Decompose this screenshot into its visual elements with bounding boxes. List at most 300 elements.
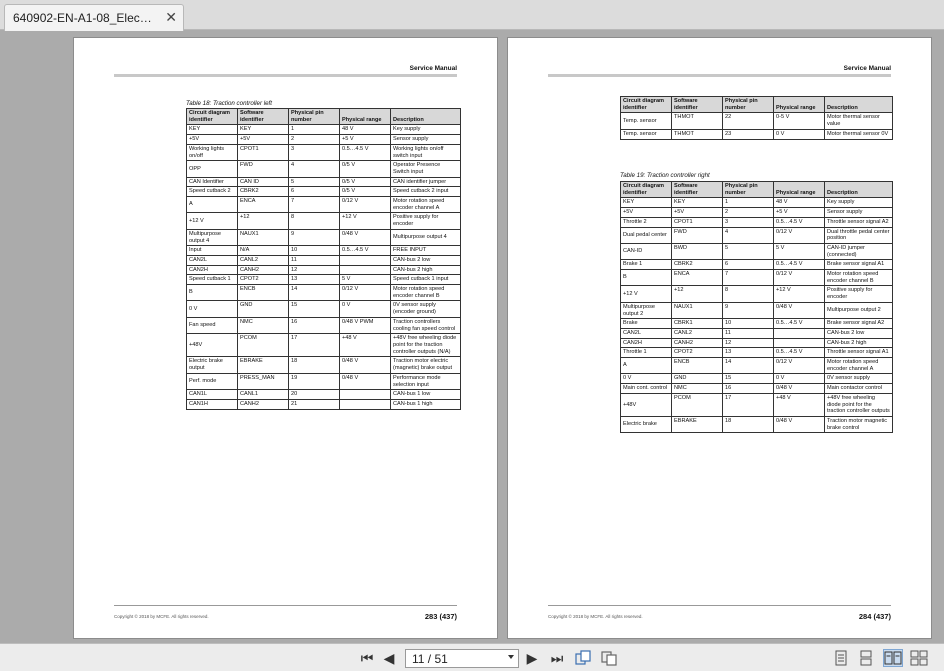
table-cell: 20 [289, 390, 340, 400]
table-row [621, 208, 893, 218]
table-caption: Table 18: Traction controller left [186, 100, 272, 107]
table-cell: GND [238, 301, 289, 317]
table-row [187, 357, 461, 373]
page-selector[interactable] [405, 649, 519, 668]
table-cell: Main contactor control [825, 384, 893, 394]
table-cell [774, 328, 825, 338]
table-cell: +5V [187, 135, 238, 145]
table-cell: 0V sensor supply [825, 374, 893, 384]
page-283 [73, 37, 498, 639]
table-cell: NMC [238, 317, 289, 333]
column-header: Circuit diagram identifier [621, 182, 672, 198]
table-cell: CAN-bus 1 low [391, 390, 461, 400]
table-row [621, 198, 893, 208]
table-cell: NAUX1 [238, 229, 289, 245]
table-cell: Electric brake [621, 416, 672, 432]
page-284 [507, 37, 932, 639]
table-cell: 2 [289, 135, 340, 145]
table-cell: KEY [238, 125, 289, 135]
table-cell: 3 [723, 217, 774, 227]
table-cell: +5V [238, 135, 289, 145]
table-cell: 9 [723, 302, 774, 318]
table-cell: Speed cutback 2 input [391, 187, 461, 197]
table-cell: Speed cutback 1 [187, 275, 238, 285]
table-row [187, 285, 461, 301]
table-row [621, 286, 893, 302]
table-cell: Brake sensor signal A2 [825, 319, 893, 329]
table-cell: 7 [289, 197, 340, 213]
table-cell: CPOT1 [238, 144, 289, 160]
table-cell: 0/48 V PWM [340, 317, 391, 333]
table-cell [340, 255, 391, 265]
table-cell: 1 [289, 125, 340, 135]
table-cell: +12 [238, 213, 289, 229]
table-cell: 1 [723, 198, 774, 208]
table-cell: 0.5…4.5 V [774, 319, 825, 329]
table-cell: KEY [187, 125, 238, 135]
table-cell [340, 265, 391, 275]
table-cell: 11 [289, 255, 340, 265]
table-cell: 16 [289, 317, 340, 333]
chevron-down-icon [508, 655, 514, 659]
table-cell: B [621, 270, 672, 286]
table-cell: 0/12 V [774, 227, 825, 243]
page-header: Service Manual [843, 65, 891, 72]
table-cell: 0/12 V [774, 358, 825, 374]
table-cell: 13 [289, 275, 340, 285]
table-cell: 17 [289, 334, 340, 357]
table-cell: 13 [723, 348, 774, 358]
table-row [187, 390, 461, 400]
table-row [621, 113, 893, 129]
last-page-button[interactable]: ⏭ [550, 650, 564, 666]
table-cell: +48V [187, 334, 238, 357]
table-cell: +12 [672, 286, 723, 302]
table-cell: 0V sensor supply (encoder ground) [391, 301, 461, 317]
table-cell: +12 V [340, 213, 391, 229]
table-cell: CANH2 [238, 265, 289, 275]
first-page-button[interactable]: ⏮ [360, 650, 374, 666]
table-cell: CAN-ID jumper (connected) [825, 243, 893, 259]
document-viewer[interactable] [0, 31, 944, 643]
two-page-icon[interactable] [884, 650, 902, 666]
table-cell: Motor rotation speed encoder channel B [391, 285, 461, 301]
table-cell: CAN Identifier [187, 177, 238, 187]
traction-controller-left-continued-table [620, 96, 893, 140]
table-cell: 0/5 V [340, 161, 391, 177]
table-row [187, 213, 461, 229]
table-cell: 17 [723, 393, 774, 416]
column-header: Software identifier [238, 109, 289, 125]
table-cell: Speed cutback 1 input [391, 275, 461, 285]
table-row [621, 393, 893, 416]
next-page-button[interactable]: ▶ [526, 650, 538, 666]
table-cell: +5 V [774, 208, 825, 218]
close-icon[interactable]: ✕ [165, 9, 177, 25]
table-row [187, 301, 461, 317]
footer-rule [114, 605, 457, 606]
table-row [621, 416, 893, 432]
table-cell: ENCB [238, 285, 289, 301]
table-cell: +48V free wheeling diode point for the traction controller outputs [825, 393, 893, 416]
two-page-continuous-icon[interactable] [910, 650, 928, 666]
table-cell: Motor rotation speed encoder channel A [825, 358, 893, 374]
table-cell: PCOM [238, 334, 289, 357]
table-caption: Table 19: Traction controller right [620, 172, 710, 179]
table-cell: Working lights on/off [187, 144, 238, 160]
table-cell: Input [187, 246, 238, 256]
table-cell: CBRK1 [672, 319, 723, 329]
table-row [187, 373, 461, 389]
table-cell: ENCA [238, 197, 289, 213]
table-header-row [621, 182, 893, 198]
table-row [621, 260, 893, 270]
table-cell: +12 V [187, 213, 238, 229]
navigation-toolbar [0, 643, 944, 671]
table-cell: Dual throttle pedal center position [825, 227, 893, 243]
table-cell: Temp. sensor [621, 129, 672, 139]
table-cell: Performance mode selection input [391, 373, 461, 389]
table-cell: 0 V [774, 129, 825, 139]
table-cell: Motor thermal sensor value [825, 113, 893, 129]
table-cell: 48 V [340, 125, 391, 135]
table-cell: 0/48 V [774, 302, 825, 318]
table-cell: +12 V [774, 286, 825, 302]
table-row [187, 334, 461, 357]
table-row [187, 177, 461, 187]
table-cell: 0 V [187, 301, 238, 317]
table-cell: Dual pedal center [621, 227, 672, 243]
table-cell: CAN2L [621, 328, 672, 338]
table-row [621, 270, 893, 286]
table-cell: CAN-bus 2 high [391, 265, 461, 275]
table-cell: Speed cutback 2 [187, 187, 238, 197]
table-cell: 10 [723, 319, 774, 329]
table-cell: EBRAKE [238, 357, 289, 373]
table-cell: THMOT [672, 113, 723, 129]
table-row [187, 275, 461, 285]
tab-bar [0, 0, 944, 30]
table-cell: OPP [187, 161, 238, 177]
column-header: Physical range [774, 97, 825, 113]
table-cell: Brake 1 [621, 260, 672, 270]
table-cell: CAN identifier jumper [391, 177, 461, 187]
table-cell: Throttle 1 [621, 348, 672, 358]
table-cell: 2 [723, 208, 774, 218]
table-cell: KEY [672, 198, 723, 208]
table-cell: 5 [289, 177, 340, 187]
table-row [187, 197, 461, 213]
table-cell: 0/48 V [340, 357, 391, 373]
table-cell: 19 [289, 373, 340, 389]
table-cell: Motor rotation speed encoder channel B [825, 270, 893, 286]
table-cell: 0.5…4.5 V [340, 144, 391, 160]
table-cell: Electric brake output [187, 357, 238, 373]
table-cell: CANH2 [672, 338, 723, 348]
table-cell: Motor thermal sensor 0V [825, 129, 893, 139]
table-cell: NAUX1 [672, 302, 723, 318]
table-cell: 0/5 V [340, 187, 391, 197]
table-row [187, 135, 461, 145]
table-cell: PRESS_MAN [238, 373, 289, 389]
fit-width-icon[interactable] [600, 650, 618, 666]
table-cell: CAN2H [187, 265, 238, 275]
table-cell: 6 [723, 260, 774, 270]
column-header: Software identifier [672, 97, 723, 113]
table-row [187, 265, 461, 275]
table-cell: Motor rotation speed encoder channel A [391, 197, 461, 213]
table-row [187, 144, 461, 160]
table-cell: 6 [289, 187, 340, 197]
table-cell: 8 [723, 286, 774, 302]
table-cell: Sensor supply [825, 208, 893, 218]
table-cell: CBRK2 [672, 260, 723, 270]
table-row [621, 374, 893, 384]
table-cell: +48 V [340, 334, 391, 357]
table-cell: N/A [238, 246, 289, 256]
single-page-icon[interactable] [832, 650, 850, 666]
document-tab[interactable] [4, 4, 184, 31]
table-cell: Perf. mode [187, 373, 238, 389]
table-cell: Multipurpose output 2 [825, 302, 893, 318]
table-cell: +48V free wheeling diode point for the traction controller outputs (N/A) [391, 334, 461, 357]
table-cell: 23 [723, 129, 774, 139]
table-cell: CPOT1 [672, 217, 723, 227]
table-header-row [621, 97, 893, 113]
table-cell: 0 V [774, 374, 825, 384]
column-header: Circuit diagram identifier [187, 109, 238, 125]
table-row [621, 328, 893, 338]
column-header: Physical pin number [289, 109, 340, 125]
table-cell: +48V [621, 393, 672, 416]
table-cell: FWD [672, 227, 723, 243]
table-cell: CPOT2 [238, 275, 289, 285]
table-cell: Throttle sensor signal A2 [825, 217, 893, 227]
table-cell: BWD [672, 243, 723, 259]
table-cell: B [187, 285, 238, 301]
table-cell: Fan speed [187, 317, 238, 333]
table-cell: 18 [723, 416, 774, 432]
header-rule [114, 74, 457, 77]
table-cell: Traction motor electric (magnetic) brake output [391, 357, 461, 373]
table-cell: Sensor supply [391, 135, 461, 145]
table-cell: Operator Presence Switch input [391, 161, 461, 177]
table-cell: CAN2L [187, 255, 238, 265]
table-row [621, 358, 893, 374]
table-cell: CANH2 [238, 399, 289, 409]
table-cell: EBRAKE [672, 416, 723, 432]
table-cell: 0/48 V [774, 384, 825, 394]
table-row [187, 187, 461, 197]
table-cell: Throttle sensor signal A1 [825, 348, 893, 358]
table-cell: 15 [723, 374, 774, 384]
table-cell: 0/48 V [340, 373, 391, 389]
table-cell: CANL1 [238, 390, 289, 400]
table-cell: CAN-bus 2 low [825, 328, 893, 338]
table-cell [340, 390, 391, 400]
table-cell: 5 [723, 243, 774, 259]
table-cell: Positive supply for encoder [391, 213, 461, 229]
fit-page-icon[interactable] [574, 650, 592, 666]
table-cell: +5V [672, 208, 723, 218]
table-cell: 4 [289, 161, 340, 177]
table-cell: 0.5…4.5 V [774, 260, 825, 270]
table-row [621, 217, 893, 227]
page-number: 283 (437) [424, 612, 457, 621]
table-cell: +12 V [621, 286, 672, 302]
continuous-icon[interactable] [857, 650, 875, 666]
table-cell: Key supply [391, 125, 461, 135]
header-rule [548, 74, 891, 77]
table-cell: CAN ID [238, 177, 289, 187]
column-header: Description [825, 182, 893, 198]
table-cell: Main cont. control [621, 384, 672, 394]
table-cell: 3 [289, 144, 340, 160]
table-cell: 21 [289, 399, 340, 409]
table-cell: 8 [289, 213, 340, 229]
table-cell: 16 [723, 384, 774, 394]
table-cell: CAN-ID [621, 243, 672, 259]
table-cell: 22 [723, 113, 774, 129]
column-header: Physical range [774, 182, 825, 198]
table-cell: 5 V [340, 275, 391, 285]
table-cell: 0.5…4.5 V [774, 217, 825, 227]
table-cell: Working lights on/off switch input [391, 144, 461, 160]
table-cell [340, 399, 391, 409]
table-cell: KEY [621, 198, 672, 208]
table-row [187, 399, 461, 409]
table-cell: PCOM [672, 393, 723, 416]
table-row [621, 302, 893, 318]
page-number: 284 (437) [858, 612, 891, 621]
table-cell: FWD [238, 161, 289, 177]
table-cell: Multipurpose output 4 [187, 229, 238, 245]
table-row [621, 243, 893, 259]
column-header: Circuit diagram identifier [621, 97, 672, 113]
table-row [187, 229, 461, 245]
table-cell: CPOT2 [672, 348, 723, 358]
table-row [621, 227, 893, 243]
table-cell: 0/12 V [340, 285, 391, 301]
table-cell: 9 [289, 229, 340, 245]
table-cell: 7 [723, 270, 774, 286]
table-cell: 0-5 V [774, 113, 825, 129]
table-cell: 14 [723, 358, 774, 374]
table-cell: GND [672, 374, 723, 384]
traction-controller-right-table [620, 181, 893, 433]
table-cell: CAN-bus 2 high [825, 338, 893, 348]
table-row [187, 317, 461, 333]
table-cell: +5 V [340, 135, 391, 145]
table-cell: 48 V [774, 198, 825, 208]
table-cell: 10 [289, 246, 340, 256]
table-header-row [187, 109, 461, 125]
table-row [621, 319, 893, 329]
table-cell: 5 V [774, 243, 825, 259]
table-cell: FREE INPUT [391, 246, 461, 256]
table-cell: 12 [289, 265, 340, 275]
column-header: Description [391, 109, 461, 125]
table-cell: 0/48 V [774, 416, 825, 432]
table-cell: 15 [289, 301, 340, 317]
table-cell: +5V [621, 208, 672, 218]
table-cell: 0 V [340, 301, 391, 317]
table-cell: 0/12 V [774, 270, 825, 286]
table-cell: Temp. sensor [621, 113, 672, 129]
table-cell: NMC [672, 384, 723, 394]
table-cell: +48 V [774, 393, 825, 416]
table-cell: 0.5…4.5 V [340, 246, 391, 256]
table-cell: CANL2 [672, 328, 723, 338]
table-cell: Multipurpose output 4 [391, 229, 461, 245]
table-row [621, 338, 893, 348]
footer-copyright: Copyright © 2018 by MCFE. All rights reserved. [114, 614, 209, 619]
previous-page-button[interactable]: ◀ [383, 650, 395, 666]
table-row [187, 125, 461, 135]
footer-rule [548, 605, 891, 606]
table-cell: 0 V [621, 374, 672, 384]
table-cell: 12 [723, 338, 774, 348]
table-cell: 4 [723, 227, 774, 243]
table-cell: CAN1H [187, 399, 238, 409]
table-cell: CAN2H [621, 338, 672, 348]
table-cell: Positive supply for encoder [825, 286, 893, 302]
table-row [621, 384, 893, 394]
table-cell: 0/48 V [340, 229, 391, 245]
table-cell: A [187, 197, 238, 213]
footer-copyright: Copyright © 2018 by MCFE. All rights reserved. [548, 614, 643, 619]
table-cell: 11 [723, 328, 774, 338]
table-cell: CANL2 [238, 255, 289, 265]
table-cell: Multipurpose output 2 [621, 302, 672, 318]
table-row [187, 161, 461, 177]
table-cell: CAN-bus 1 high [391, 399, 461, 409]
table-cell: 0.5…4.5 V [774, 348, 825, 358]
table-row [621, 348, 893, 358]
column-header: Physical range [340, 109, 391, 125]
column-header: Software identifier [672, 182, 723, 198]
table-cell: Key supply [825, 198, 893, 208]
page-indicator: 11 / 51 [412, 652, 448, 666]
table-cell: Brake sensor signal A1 [825, 260, 893, 270]
table-row [187, 246, 461, 256]
traction-controller-left-table [186, 108, 461, 410]
table-cell [774, 338, 825, 348]
table-cell: 18 [289, 357, 340, 373]
table-cell: CBRK2 [238, 187, 289, 197]
table-cell: 14 [289, 285, 340, 301]
table-cell: ENCB [672, 358, 723, 374]
table-cell: ENCA [672, 270, 723, 286]
column-header: Description [825, 97, 893, 113]
column-header: Physical pin number [723, 97, 774, 113]
table-row [621, 129, 893, 139]
table-cell: Brake [621, 319, 672, 329]
table-cell: Traction controllers cooling fan speed control [391, 317, 461, 333]
table-cell: CAN1L [187, 390, 238, 400]
table-cell: THMOT [672, 129, 723, 139]
table-cell: 0/12 V [340, 197, 391, 213]
table-cell: 0/5 V [340, 177, 391, 187]
page-header: Service Manual [409, 65, 457, 72]
table-cell: CAN-bus 2 low [391, 255, 461, 265]
tab-title: 640902-EN-A1-08_Elec… [13, 11, 152, 25]
table-cell: A [621, 358, 672, 374]
table-row [187, 255, 461, 265]
table-cell: Traction motor magnetic brake control [825, 416, 893, 432]
table-cell: Throttle 2 [621, 217, 672, 227]
column-header: Physical pin number [723, 182, 774, 198]
